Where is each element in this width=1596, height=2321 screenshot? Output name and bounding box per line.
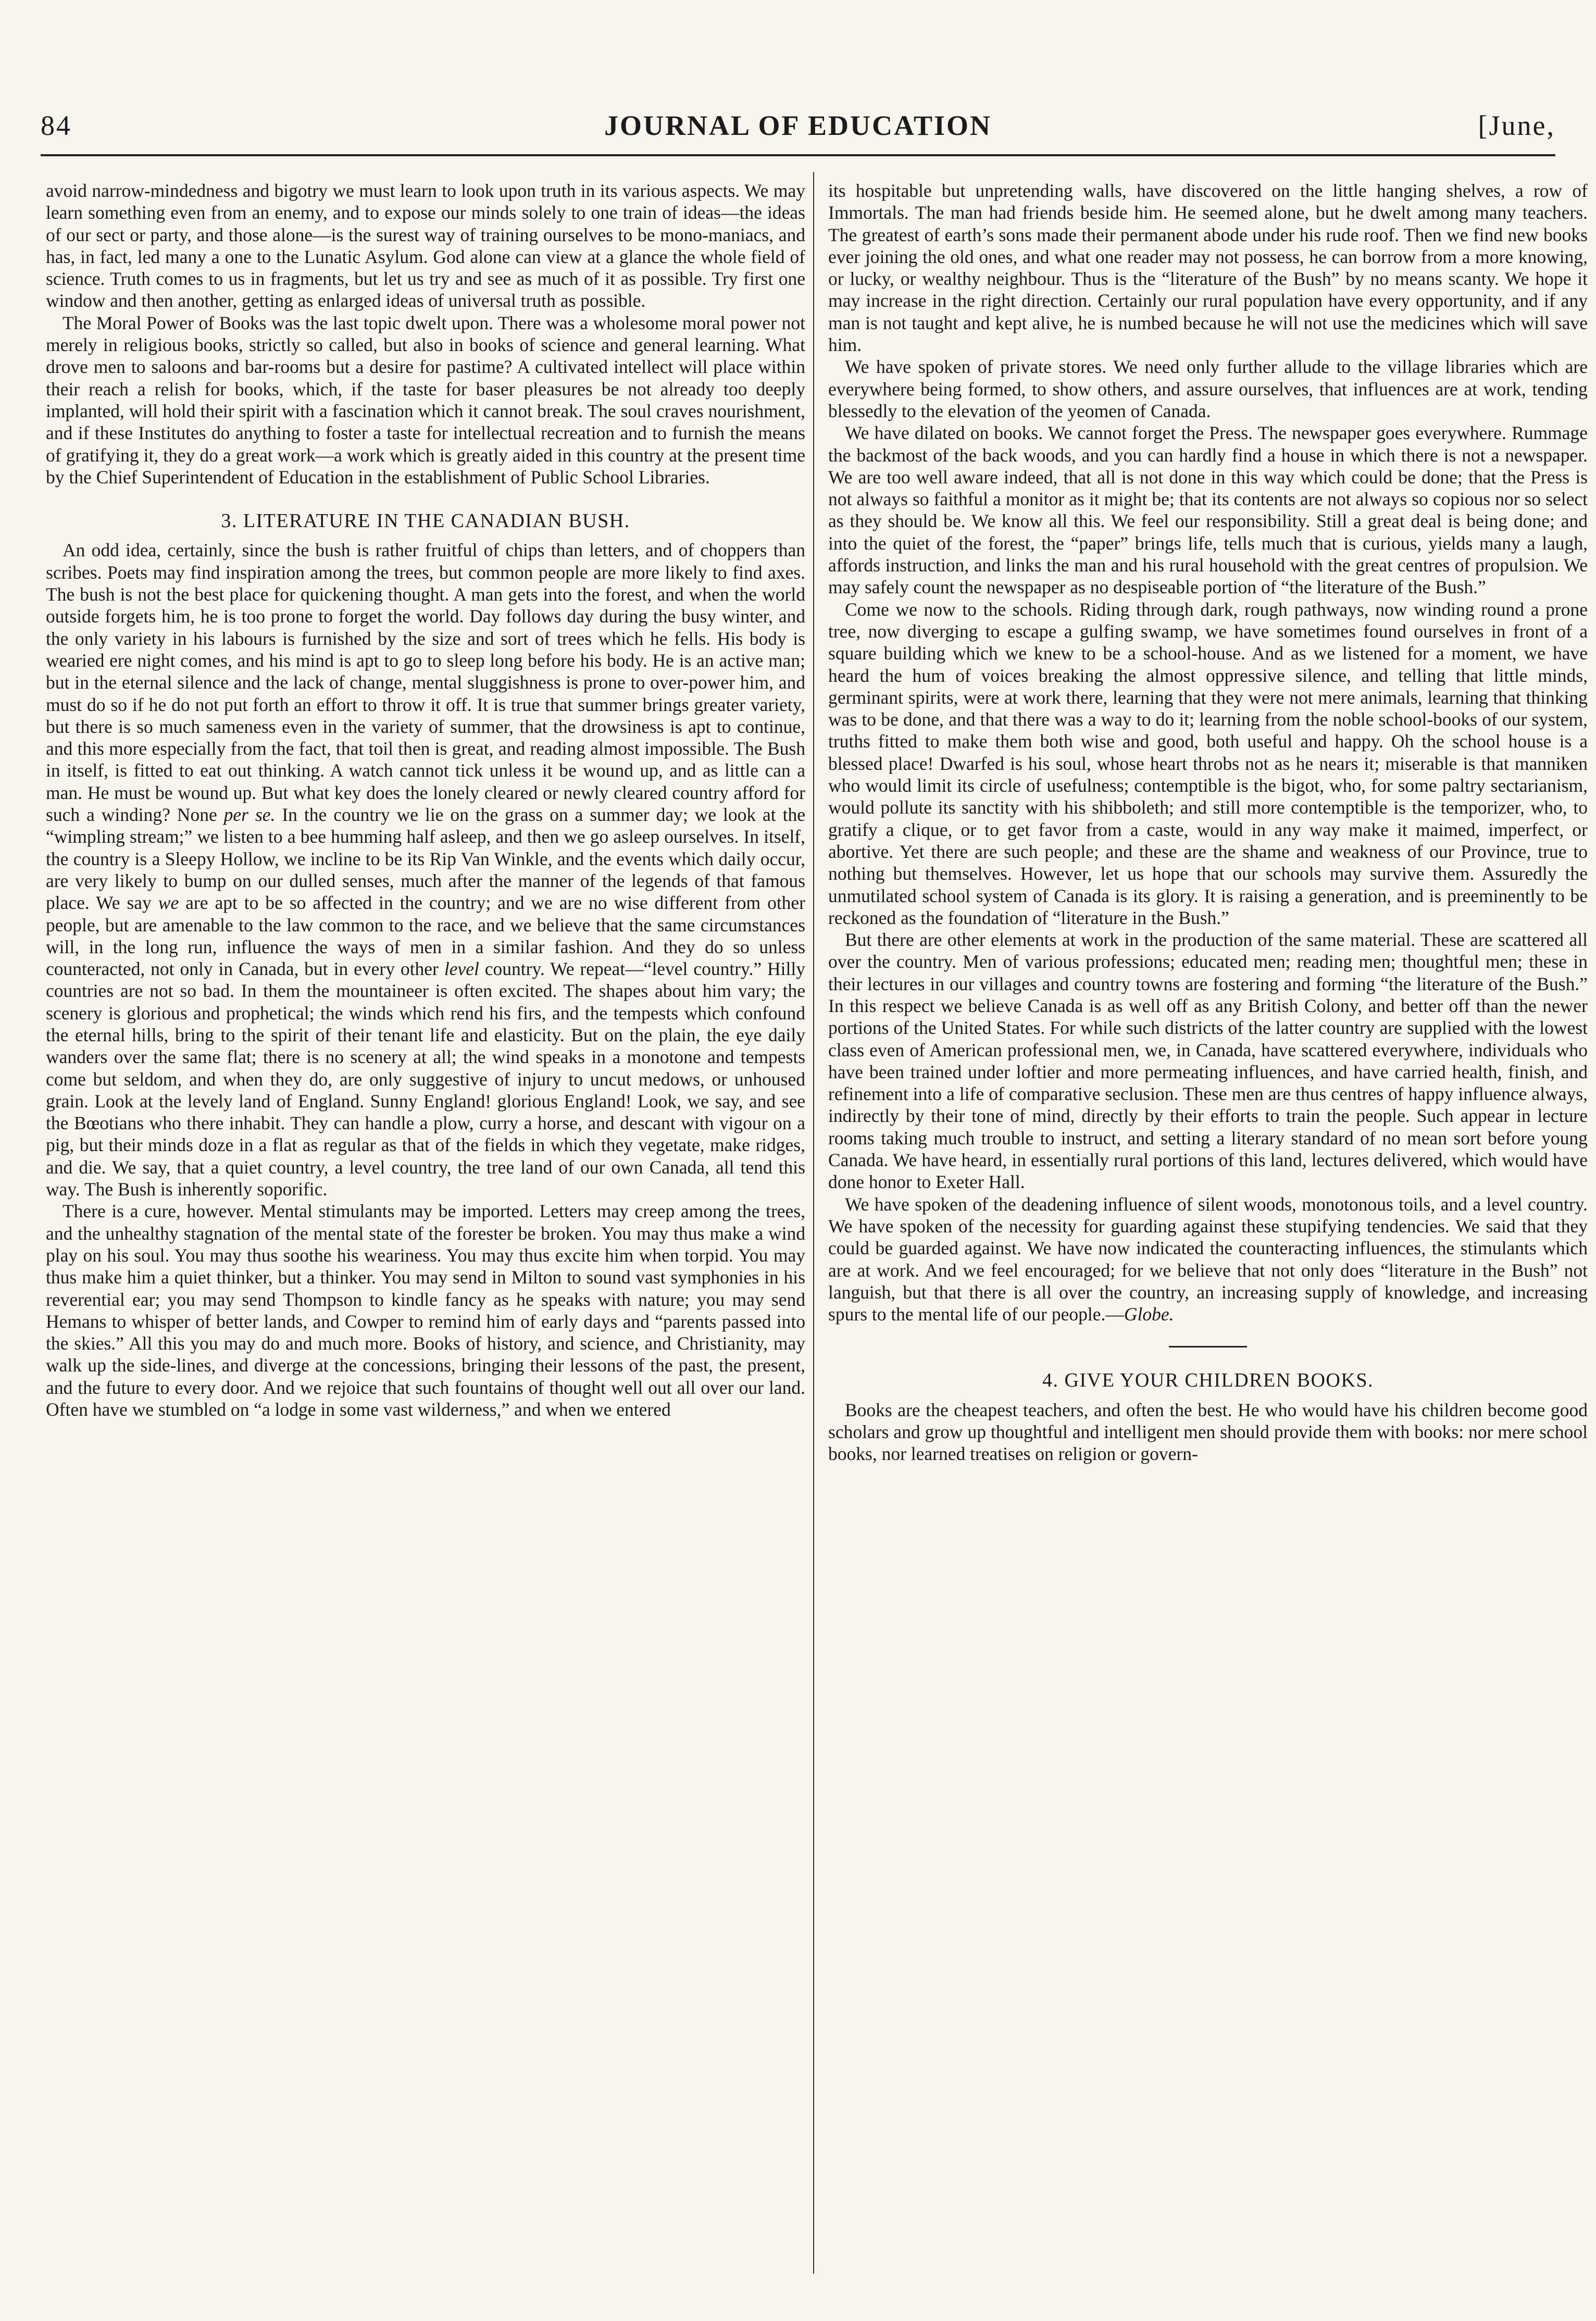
page-number: 84 [41, 110, 72, 141]
paragraph: There is a cure, however. Mental stimulants may be imported. Letters may creep among the trees, and the unhealthy stagnation of the mental state of the forester be broken. You may thus make a wind play on his soul. You may thus soothe his weariness. You may thus excite him when torpid. You may thus make him a quiet thinker, but a thinker. You may send in Milton to sound vast symphonies in his reverential ear; you may send Thompson to kindle fancy as he speaks with nature; you may send Hemans to whisper of better lands, and Cowper to remind him of early days and “parents passed into the skies.” All this you may do and much more. Books of history, and science, and Christianity, may walk up the side-lines, and diverge at the concessions, bringing their lessons of the past, the present, and the future to every door. And we rejoice that such fountains of thought well out all over our land. Often have we stumbled on “a lodge in some vast wilderness,” and when we entered [46, 1201, 805, 1420]
left-column [46, 180, 805, 2274]
section-heading-give-books: 4. GIVE YOUR CHILDREN BOOKS. [1042, 1369, 1374, 1392]
paragraph: We have spoken of private stores. We need only further allude to the village libraries which are everywhere being formed, to show others, and assure ourselves, that influences are at work, tending blessedly to the elevation of the yeomen of Canada. [828, 356, 1588, 421]
paragraph: Come we now to the schools. Riding through dark, rough pathways, now winding round a prone tree, now diverging to escape a gulfing swamp, we have sometimes found ourselves in front of a square building which we knew to be a school-house. And as we listened for a moment, we have heard the hum of voices breaking the almost oppressive silence, and telling that little minds, germinant spirits, were at work there, learning that they were not mere animals, learning that thinking was to be done, and that there was a way to do it; learning from the noble school-books of our system, truths fitted to make them both wise and good, both useful and happy. Oh the school house is a blessed place! Dwarfed is his soul, whose heart throbs not as he nears it; miserable is that manniken who would limit its circle of usefulness; contemptible is the bigot, who, for some paltry sectarianism, would pollute its sanctity with his shibboleth; and still more contemptible is the temporizer, who, to gratify a clique, or to get favor from a caste, would in any way make it maimed, imperfect, or abortive. Yet there are such people; and these are the shame and weakness of our Province, true to nothing but themselves. However, let us hope that our schools may survive them. Assuredly the unmutilated school system of Canada is its glory. It is raising a generation, and is preeminently to be reckoned as the foundation of “literature in the Bush.” [828, 598, 1588, 928]
paragraph: Books are the cheapest teachers, and often the best. He who would have his children become good scholars and grow up thoughtful and intelligent men should provide them with books: nor mere school books, nor learned treatises on religion or govern- [828, 1399, 1588, 1465]
italic-text: level [444, 958, 479, 980]
italic-text: we [158, 892, 179, 914]
paragraph: The Moral Power of Books was the last topic dwelt upon. There was a wholesome moral power not merely in religious books, strictly so called, but also in books of science and general learning. What drove men to saloons and bar-rooms but a desire for pastime? A cultivated intellect will place within their reach a relish for books, which, if the taste for baser pleasures be not already too deeply implanted, will hold their spirit with a fascination which it cannot break. The soul craves nourishment, and if these Institutes do anything to foster a taste for intellectual recreation and to furnish the means of gratifying it, they do a great work—a work which is greatly aided in this country at the present time by the Chief Superintendent of Education in the establishment of Public School Libraries. [46, 312, 805, 488]
paragraph: its hospitable but unpretending walls, have discovered on the little hanging shelves, a row of Immortals. The man had friends beside him. He seemed alone, but he dwelt among many teachers. The greatest of earth’s sons made their permanent abode under his rude roof. Then we find new books ever joining the old ones, and what one reader may not possess, he can borrow from a more knowing, or lucky, or wealthy neighbour. Thus is the “literature of the Bush” by no means scanty. We hope it may increase in the right direction. Certainly our rural population have every opportunity, and if any man is not taught and kept alive, he is numbed because he will not use the medicines which will save him. [828, 180, 1588, 356]
text-run: An odd idea, certainly, since the bush is rather fruitful of chips than letters, and of choppers than scribes. Poets may find inspiration among the trees, but common people are more likely to find axes. The bush is not the best place for quickening thought. A man gets into the forest, and when the world outside forgets him, he is too prone to forget the world. Day follows day during the busy winter, and the only variety in his labours is furnished by the size and sort of trees which he fells. His body is wearied ere night comes, and his mind is apt to go to sleep long before his body. He is an active man; but in the eternal silence and the lack of change, mental sluggishness is prone to over-power him, and must do so if he do not put forth an effort to throw it off. It is true that summer brings greater variety, but there is so much sameness even in the variety of summer, that the drowsiness is apt to continue, and this more especially from the fact, that toil then is great, and reading almost impossible. The Bush in itself, is fitted to eat out thinking. A watch cannot tick unless it be wound up, and as little can a man. He must be wound up. But what key does the lonely cleared or newly cleared country afford for such a winding? None [46, 540, 805, 826]
text-run: country. We repeat—“level country.” Hilly countries are not so bad. In them the mountaineer is often excited. The shapes about him vary; the scenery is glorious and prophetical; the winds which rend his firs, and the tempests which confound the eternal hills, bring to the spirit of their tenant life and elasticity. But on the plain, the eye daily wanders over the same flat; there is no scenery at all; the wind speaks in a monotone and tempests come but seldom, and when they do, are only suggestive of injury to uncut medows, or unhoused grain. Look at the levely land of England. Sunny England! glorious England! Look, we say, and see the Bœotians who there inhabit. They can handle a plow, curry a horse, and descant with vigour on a pig, but their minds doze in a flat as regular as that of the fields in which they vegetate, make ridges, and die. We say, that a quiet country, a level country, the tree land of our own Canada, all tend this way. The Bush is inherently soporific. [46, 958, 805, 1200]
header-rule [41, 154, 1555, 156]
paragraph: But there are other elements at work in the production of the same material. These are scattered all over the country. Men of various professions; educated men; reading men; thoughtful men; these in their lectures in our villages and country towns are fostering and forming “the literature of the Bush.” In this respect we believe Canada is as well off as any British Colony, and better off than the newer portions of the United States. For while such districts of the latter country are supplied with the lowest class even of American professional men, we, in Canada, have scattered everywhere, individuals who have been trained under loftier and more permeating influences, and have carried health, finish, and refinement into a life of comparative seclusion. These men are thus centres of happy influence always, indirectly by their tone of mind, directly by their efforts to train the people. Such appear in lecture rooms taking much trouble to instruct, and setting a literary standard of no mean sort before young Canada. We have heard, in essentially rural portions of this land, lectures delivered, which would have done honor to Exeter Hall. [828, 929, 1588, 1193]
italic-text: Globe. [1124, 1304, 1174, 1325]
issue-month: [June, [1478, 110, 1555, 141]
right-column [828, 180, 1588, 2274]
running-header [41, 109, 1555, 151]
text-run: In the country we lie on the grass on a summer day; we look at the “wimpling stream;” we listen to a bee humming half asleep, and then we go asleep ourselves. In itself, the country is a Sleepy Hollow, we incline to be its Rip Van Winkle, and the events which daily occur, are very likely to bump on our dulled senses, much after the manner of the legends of that famous place. We say [46, 804, 805, 914]
paragraph: avoid narrow-mindedness and bigotry we must learn to look upon truth in its various aspects. We may learn something even from an enemy, and to expose our minds solely to one train of ideas—the ideas of our sect or party, and those alone—is the surest way of training ourselves to be mono-maniacs, and has, in fact, led many a one to the Lunatic Asylum. God alone can view at a glance the whole field of science. Truth comes to us in fragments, but let us try and see as much of it as possible. Try first one window and then another, getting as enlarged ideas of universal truth as possible. [46, 180, 805, 311]
section-heading-literature-bush: 3. LITERATURE IN THE CANADIAN BUSH. [221, 510, 630, 532]
paragraph [828, 1193, 1588, 1326]
paragraph [46, 539, 805, 1200]
paragraph: We have dilated on books. We cannot forget the Press. The newspaper goes everywhere. Rummage the backmost of the back woods, and you can hardly find a house in which there is not a newspaper. We are too well aware indeed, that all is not done in this way which could be done; that the Press is not always so faithful a monitor as it might be; that its contents are not always so copious nor so select as they should be. We know all this. We feel our responsibility. Still a great deal is being done; and into the quiet of the forest, the “paper” brings life, tells much that is curious, yields many a laugh, affords instruction, and links the man and his rural household with the great centres of propulsion. We may safely count the newspaper as no despiseable portion of “the literature of the Bush.” [828, 422, 1588, 598]
text-run: are apt to be so affected in the country; and we are no wise different from other people, but are amenable to the law common to the race, and we believe that the same circumstances will, in the long run, influence the ways of men in a similar fashion. And they do so unless counteracted, not only in Canada, but in every other [46, 892, 805, 980]
column-divider [813, 172, 814, 2274]
journal-title: JOURNAL OF EDUCATION [604, 110, 992, 141]
section-separator [1169, 1346, 1247, 1347]
text-run: We have spoken of the deadening influence of silent woods, monotonous toils, and a level country. We have spoken of the necessity for guarding against these stupifying tendencies. We said that they could be guarded against. We have now indicated the counteracting influences, the stimulants which are at work. And we feel encouraged; for we believe that not only does “literature in the Bush” not languish, but that there is all over the country, an increasing supply of knowledge, and increasing spurs to the mental life of our people.— [828, 1193, 1588, 1325]
italic-text: per se. [223, 804, 276, 826]
